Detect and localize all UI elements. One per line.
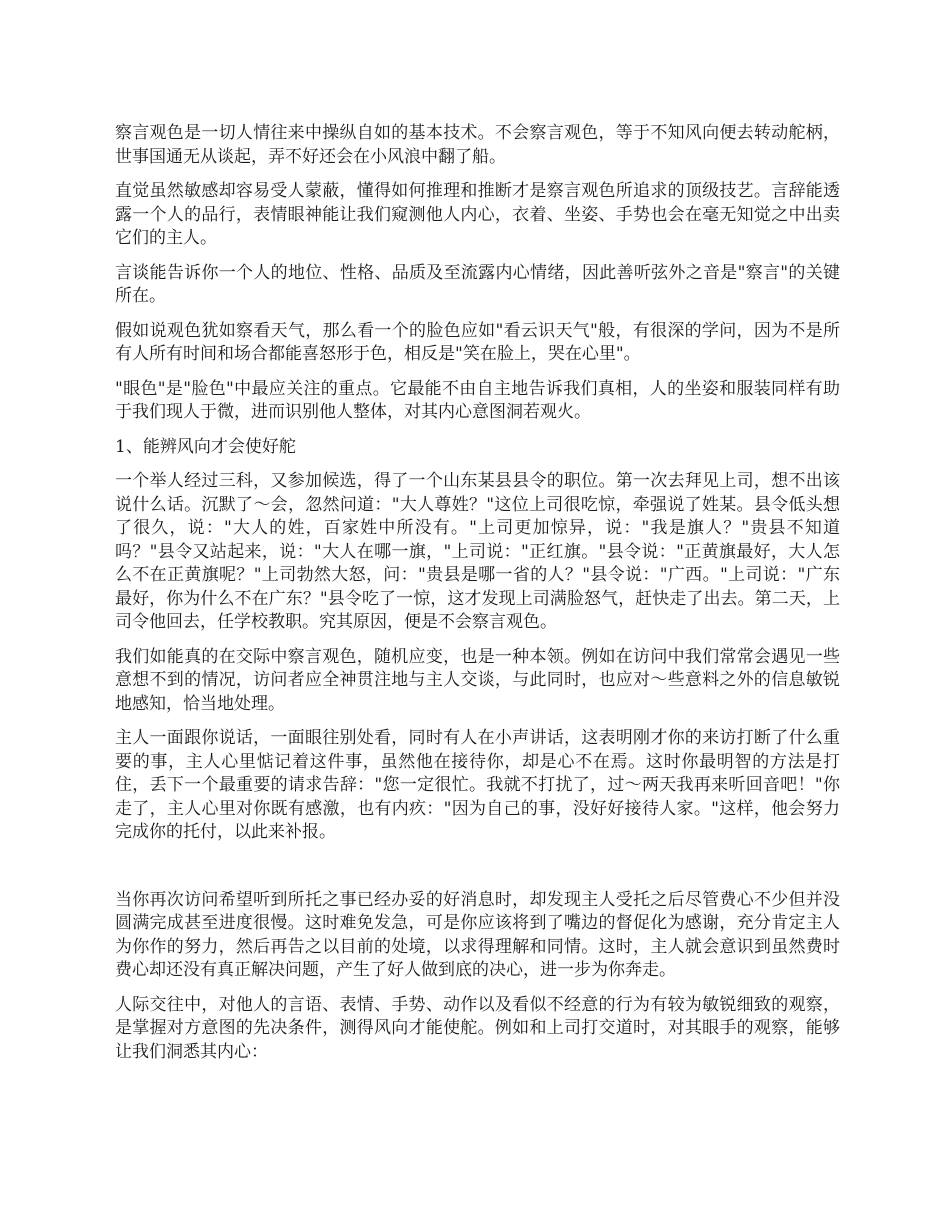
paragraph-intro: 察言观色是一切人情往来中操纵自如的基本技术。不会察言观色，等于不知风向便去转动舵柄，世事国通无从谈起，弄不好还会在小风浪中翻了船。 (115, 123, 840, 167)
paragraph-eyes: "眼色"是"脸色"中最应关注的重点。它最能不由自主地告诉我们真相，人的坐姿和服装同样有助于我们现人于微，进而识别他人整体，对其内心意图洞若观火。 (115, 378, 840, 422)
paragraph-intuition: 直觉虽然敏感却容易受人蒙蔽，懂得如何推理和推断才是察言观色所追求的顶级技艺。言辞能透露一个人的品行，表情眼神能让我们窥测他人内心，衣着、坐姿、手势也会在毫无知觉之中出卖它们的主人。 (115, 181, 840, 248)
paragraph-adapt: 我们如能真的在交际中察言观色，随机应变，也是一种本领。例如在访问中我们常常会遇见一些意想不到的情况，访问者应全神贯注地与主人交谈，与此同时，也应对～些意料之外的信息敏锐地感知，恰当地处理。 (115, 646, 840, 714)
paragraph-observe: 人际交往中，对他人的言语、表情、手势、动作以及看似不经意的行为有较为敏锐细致的观察，是掌握对方意图的先决条件，测得风向才能使舵。例如和上司打交道时，对其眼手的观察，能够让我们洞悉其内心： (115, 994, 840, 1062)
document-page (115, 122, 840, 1075)
paragraph-speech: 言谈能告诉你一个人的地位、性格、品质及至流露内心情绪，因此善听弦外之音是"察言"的关键所在。 (115, 262, 840, 306)
paragraph-story: 一个举人经过三科，又参加候选，得了一个山东某县县令的职位。第一次去拜见上司，想不出该说什么话。沉默了～会，忽然问道："大人尊姓？"这位上司很吃惊，牵强说了姓某。县令低头想了很久，说："大人的姓，百家姓中所没有。"上司更加惊异，说："我是旗人？"贵县不知道吗？"县令又站起来，说："大人在哪一旗，"上司说："正红旗。"县令说："正黄旗最好，大人怎么不在正黄旗呢？"上司勃然大怒，问："贵县是哪一省的人？"县令说："广西。"上司说："广东最好，你为什么不在广东？"县令吃了一惊，这才发现上司满脸怒气，赶快走了出去。第二天，上司令他回去，任学校教职。究其原因，便是不会察言观色。 (115, 471, 840, 632)
paragraph-revisit: 当你再次访问希望听到所托之事已经办妥的好消息时，却发现主人受托之后尽管费心不少但并没圆满完成甚至进度很慢。这时难免发急，可是你应该将到了嘴边的督促化为感谢，充分肯定主人为你作的努力，然后再告之以目前的处境，以求得理解和同情。这时，主人就会意识到虽然费时费心却还没有真正解决问题，产生了好人做到底的决心，进一步为你奔走。 (115, 889, 840, 980)
paragraph-host: 主人一面跟你说话，一面眼往别处看，同时有人在小声讲话，这表明刚才你的来访打断了什么重要的事，主人心里惦记着这件事，虽然他在接待你，却是心不在焉。这时你最明智的方法是打住，丢下一个最重要的请求告辞："您一定很忙。我就不打扰了，过～两天我再来听回音吧！"你走了，主人心里对你既有感激，也有内疚："因为自己的事，没好好接待人家。"这样，他会努力完成你的托付，以此来补报。 (115, 728, 840, 842)
paragraph-gap (115, 856, 840, 889)
section-heading: 1、能辨风向才会使好舵 (115, 436, 296, 457)
paragraph-weather: 假如说观色犹如察看天气，那么看一个的脸色应如"看云识天气"般，有很深的学问，因为不是所有人所有时间和场合都能喜怒形于色，相反是"笑在脸上，哭在心里"。 (115, 320, 840, 364)
